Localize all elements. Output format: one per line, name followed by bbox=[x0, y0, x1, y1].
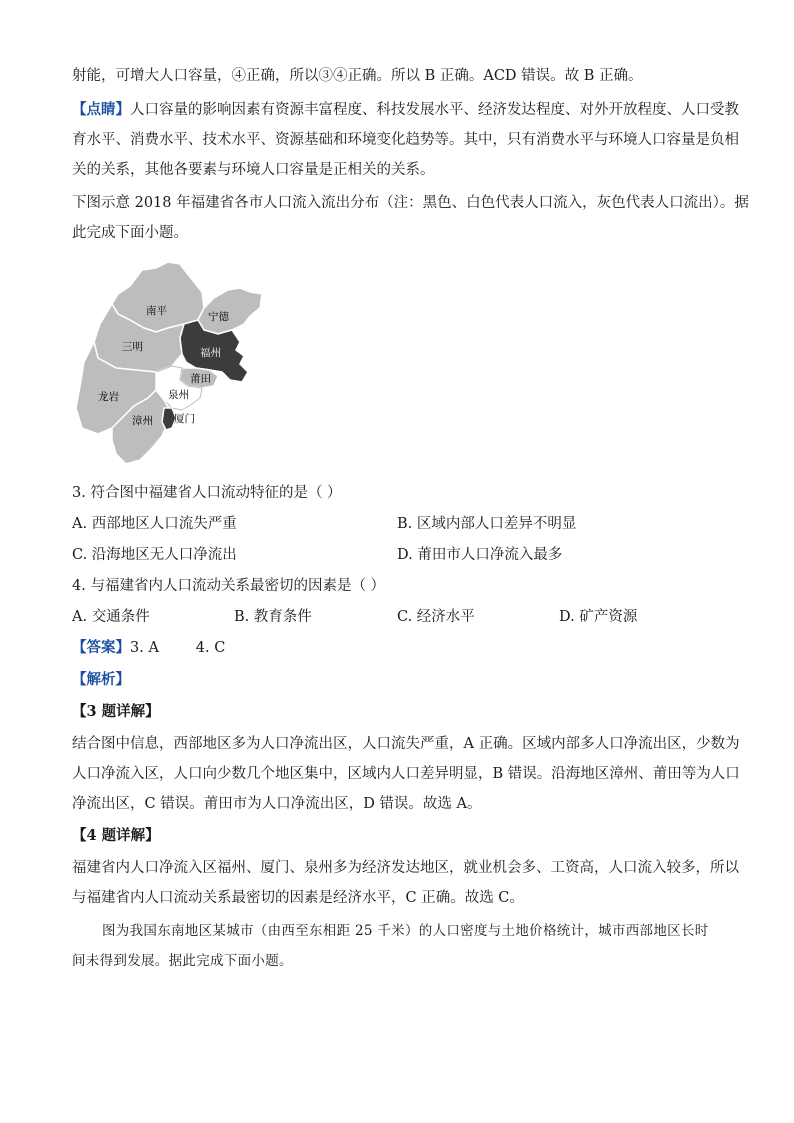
commentary-tag: 【点睛】 bbox=[72, 101, 130, 118]
next-intro-line: 间未得到发展。据此完成下面小题。 bbox=[72, 953, 293, 969]
answer-tag: 【答案】 bbox=[72, 639, 130, 656]
label-longyan: 龙岩 bbox=[98, 391, 119, 403]
fujian-population-map bbox=[72, 258, 268, 468]
question-4-stem: 4. 与福建省内人口流动关系最密切的因素是（ ） bbox=[72, 578, 386, 594]
q3-option-c: C. 沿海地区无人口净流出 bbox=[72, 547, 237, 563]
intro-line: 此完成下面小题。 bbox=[72, 225, 188, 241]
analysis-tag: 【解析】 bbox=[72, 671, 130, 688]
q4-option-c: C. 经济水平 bbox=[397, 609, 475, 625]
paragraph-line: 净流出区，C 错误。莆田市为人口净流出区，D 错误。故选 A。 bbox=[72, 796, 482, 812]
q4-option-a: A. 交通条件 bbox=[72, 609, 150, 625]
next-intro-line: 图为我国东南地区某城市（由西至东相距 25 千米）的人口密度与土地价格统计，城市西部地区长时 bbox=[102, 923, 709, 939]
q3-option-b: B. 区域内部人口差异不明显 bbox=[397, 516, 577, 532]
answer-line bbox=[72, 638, 225, 658]
paragraph-line: 结合图中信息，西部地区多为人口净流出区，人口流失严重，A 正确。区域内部多人口净流出区，少数为 bbox=[72, 736, 740, 752]
label-quanzhou: 泉州 bbox=[168, 389, 189, 401]
q3-detail-tag: 【3 题详解】 bbox=[72, 703, 160, 720]
q4-option-b: B. 教育条件 bbox=[234, 609, 312, 625]
q4-detail-tag: 【4 题详解】 bbox=[72, 827, 160, 844]
intro-line: 下图示意 2018 年福建省各市人口流入流出分布（注：黑色、白色代表人口流入，灰色代表人口流出）。据 bbox=[72, 195, 749, 211]
label-xiamen: 厦门 bbox=[174, 413, 195, 425]
label-zhangzhou: 漳州 bbox=[132, 415, 153, 427]
paragraph-line: 与福建省内人口流动关系最密切的因素是经济水平，C 正确。故选 C。 bbox=[72, 890, 524, 906]
label-sanming: 三明 bbox=[122, 341, 143, 353]
paragraph-line: 人口净流入区，人口向少数几个地区集中，区域内人口差异明显，B 错误。沿海地区漳州、莆田等为人口 bbox=[72, 766, 740, 782]
question-3-stem: 3. 符合图中福建省人口流动特征的是（ ） bbox=[72, 485, 342, 501]
paragraph-line: 福建省内人口净流入区福州、厦门、泉州多为经济发达地区，就业机会多、工资高，人口流入较多，所以 bbox=[72, 860, 739, 876]
paragraph-line: 射能，可增大人口容量，④正确，所以③④正确。所以 B 正确。ACD 错误。故 B 正确。 bbox=[72, 68, 643, 84]
paragraph-line: 育水平、消费水平、技术水平、资源基础和环境变化趋势等。其中，只有消费水平与环境人口容量是负相 bbox=[72, 132, 739, 148]
commentary-text: 人口容量的影响因素有资源丰富程度、科技发展水平、经济发达程度、对外开放程度、人口受教 bbox=[130, 102, 739, 118]
label-fuzhou: 福州 bbox=[200, 347, 221, 359]
commentary-line bbox=[72, 100, 739, 120]
paragraph-line: 关的关系，其他各要素与环境人口容量是正相关的关系。 bbox=[72, 162, 435, 178]
q3-option-d: D. 莆田市人口净流入最多 bbox=[397, 547, 563, 563]
q3-option-a: A. 西部地区人口流失严重 bbox=[72, 516, 237, 532]
answer-text: 3. A 4. C bbox=[130, 640, 226, 656]
label-nanping: 南平 bbox=[146, 305, 167, 317]
label-ningde: 宁德 bbox=[208, 311, 229, 323]
q4-option-d: D. 矿产资源 bbox=[559, 609, 638, 625]
label-putian: 莆田 bbox=[190, 373, 211, 385]
